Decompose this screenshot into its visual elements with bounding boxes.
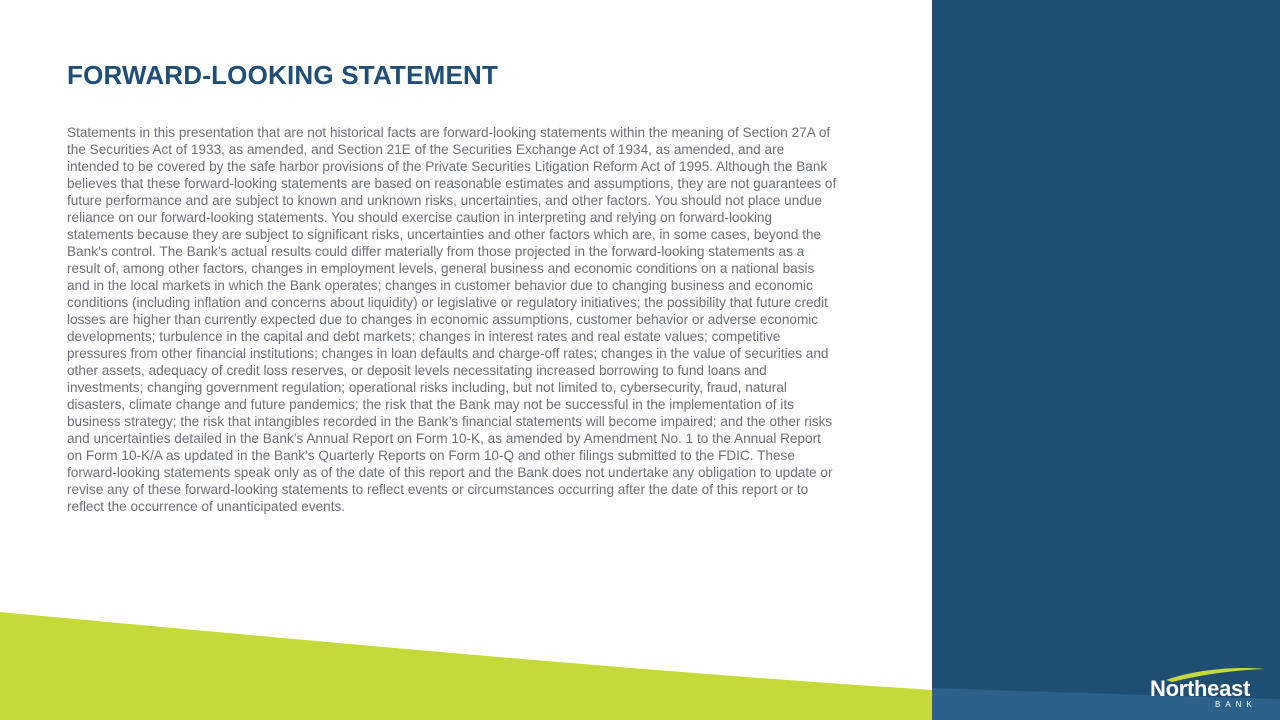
northeast-bank-logo	[1146, 666, 1276, 712]
disclaimer-paragraph: Statements in this presentation that are not historical facts are forward-looking statements within the meaning of Section 27A of the Securities Act of 1933, as amended, and Section 21E of the Securities Exchange Act of 1934, as amended, and are intended to be covered by the safe harbor provisions of the Private Securities Litigation Reform Act of 1995. Although the Bank believes that these forward-looking statements are based on reasonable estimates and assumptions, they are not guarantees of future performance and are subject to known and unknown risks, uncertainties, and other factors. You should not place undue reliance on our forward-looking statements. You should exercise caution in interpreting and relying on forward-looking statements because they are subject to significant risks, uncertainties and other factors which are, in some cases, beyond the Bank’s control. The Bank’s actual results could differ materially from those projected in the forward-looking statements as a result of, among other factors, changes in employment levels, general business and economic conditions on a national basis and in the local markets in which the Bank operates; changes in customer behavior due to changing business and economic conditions (including inflation and concerns about liquidity) or legislative or regulatory initiatives; the possibility that future credit losses are higher than currently expected due to changes in economic assumptions, customer behavior or adverse economic developments; turbulence in the capital and debt markets; changes in interest rates and real estate values; competitive pressures from other financial institutions; changes in loan defaults and charge-off rates; changes in the value of securities and other assets, adequacy of credit loss reserves, or deposit levels necessitating increased borrowing to fund loans and investments; changing government regulation; operational risks including, but not limited to, cybersecurity, fraud, natural disasters, climate change and future pandemics; the risk that the Bank may not be successful in the implementation of its business strategy; the risk that intangibles recorded in the Bank’s financial statements will become impaired; and the other risks and uncertainties detailed in the Bank’s Annual Report on Form 10-K, as amended by Amendment No. 1 to the Annual Report on Form 10-K/A as updated in the Bank’s Quarterly Reports on Form 10-Q and other filings submitted to the FDIC. These forward-looking statements speak only as of the date of this report and the Bank does not undertake any obligation to update or revise any of these forward-looking statements to reflect events or circumstances occurring after the date of this report or to reflect the occurrence of unanticipated events.	[67, 125, 837, 514]
slide-title: FORWARD-LOOKING STATEMENT	[67, 60, 499, 90]
lime-wedge	[0, 612, 932, 720]
logo-wordmark: Northeast	[1150, 676, 1250, 701]
logo-subtext: BANK	[1215, 700, 1257, 709]
